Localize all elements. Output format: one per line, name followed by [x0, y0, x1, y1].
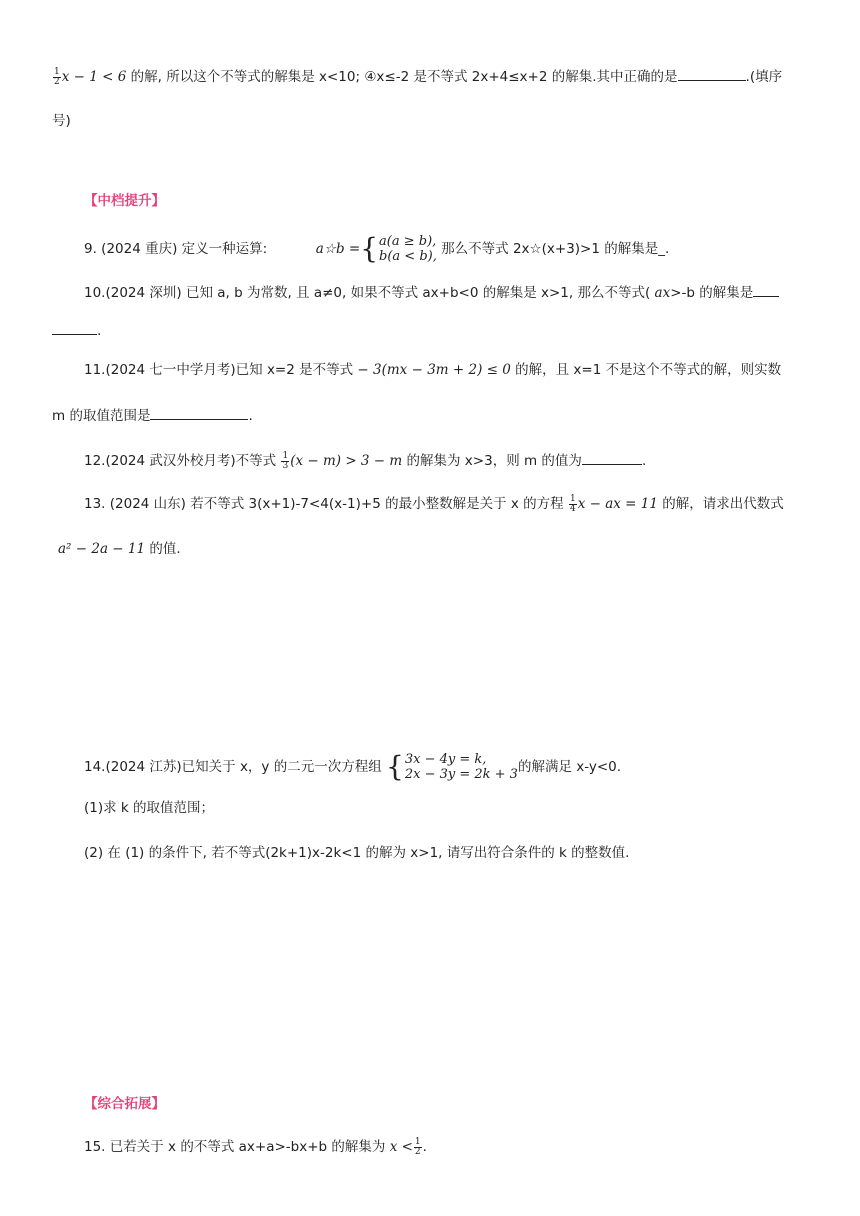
question-text: 的解，请求出代数式 — [662, 496, 784, 512]
question-text: .(填序 — [745, 69, 783, 85]
answer-blank — [678, 66, 746, 81]
section-heading-mid: 【中档提升】 — [84, 193, 165, 209]
question-text: >-b 的解集是 — [670, 285, 754, 301]
fraction: $\frac{1}{3}$ — [282, 450, 289, 471]
question-14-part-1: (1)求 k 的取值范围； — [84, 800, 215, 816]
answer-blank — [150, 405, 248, 420]
question-text: 11.(2024 七一中学月考)已知 x=2 是不等式 — [84, 362, 354, 378]
question-11 — [84, 360, 781, 380]
question-text: 的值. — [149, 541, 181, 557]
fraction: $\frac{1}{2}$ — [54, 66, 60, 87]
question-12: 12.(2024 武汉外校月考)不等式 $\frac{1}{3}$ (x − m) > 3 − m 的解集为 x>3，则 m 的值为 . — [84, 450, 647, 471]
answer-blank — [753, 282, 779, 297]
question-8-tail-line2: 号) — [52, 113, 71, 129]
question-text: 10.(2024 深圳) 已知 a, b 为常数, 且 a≠0, 如果不等式 ax+b<0 的解集是 x>1, 那么不等式( — [84, 285, 651, 301]
math-expression: − 3(mx − 3m + 2) ≤ 0 — [357, 362, 511, 378]
question-text: 9. (2024 重庆) 定义一种运算: — [84, 241, 268, 257]
question-14 — [84, 752, 621, 782]
math-expression: x − ax = 11 — [577, 496, 658, 512]
math-expression: x < — [389, 1139, 413, 1155]
question-text: 12.(2024 武汉外校月考)不等式 — [84, 453, 277, 469]
question-15: 15. 已若关于 x 的不等式 ax+a>-bx+b 的解集为 x < $\frac{1}{2}$ . — [84, 1136, 427, 1157]
equation-system: 3x − 4y = k, 2x − 3y = 2k + 3 — [404, 752, 518, 782]
brace: { — [386, 750, 404, 783]
question-text: 15. 已若关于 x 的不等式 ax+a>-bx+b 的解集为 — [84, 1139, 386, 1155]
brace: { — [360, 232, 379, 265]
question-14-part-2: (2) 在 (1) 的条件下, 若不等式(2k+1)x-2k<1 的解为 x>1, 请写出符合条件的 k 的整数值. — [84, 845, 630, 861]
question-10 — [84, 282, 779, 303]
question-text: 的解满足 x-y<0. — [517, 759, 622, 775]
fraction: $\frac{1}{2}$ — [414, 1136, 421, 1157]
question-8-tail — [52, 66, 782, 87]
math-expression: a☆b = — [315, 241, 361, 257]
question-text: 的解, 所以这个不等式的解集是 x<10; ④x≤-2 是不等式 2x+4≤x+2 的解集.其中正确的是 — [130, 69, 678, 85]
section-heading-extension: 【综合拓展】 — [84, 1096, 165, 1112]
piecewise-cases: a(a ≥ b), b(a < b), — [379, 234, 437, 264]
fraction: $\frac{1}{4}$ — [569, 493, 576, 514]
question-11-line2: m 的取值范围是 . — [52, 405, 253, 426]
answer-blank — [52, 320, 97, 335]
question-10-line2: . — [52, 320, 101, 341]
question-text: m 的取值范围是 — [52, 408, 151, 424]
math-expression: (x − m) > 3 − m — [290, 453, 403, 469]
question-9 — [84, 234, 669, 264]
question-text: 14.(2024 江苏)已知关于 x，y 的二元一次方程组 — [84, 759, 382, 775]
question-13-line2 — [58, 539, 181, 559]
question-text: 13. (2024 山东) 若不等式 3(x+1)-7<4(x-1)+5 的最小整数解是关于 x 的方程 — [84, 496, 564, 512]
question-13 — [84, 494, 784, 514]
question-text: 的解集为 x>3，则 m 的值为 — [406, 453, 582, 469]
math-expression: ax — [654, 285, 671, 301]
question-text: 那么不等式 2x☆(x+3)>1 的解集是_. — [441, 241, 670, 257]
math-expression: a² − 2a − 11 — [58, 541, 146, 557]
question-text: 的解，且 x=1 不是这个不等式的解，则实数 — [515, 362, 782, 378]
answer-blank — [582, 450, 642, 465]
math-expression: x − 1 < 6 — [61, 69, 127, 85]
